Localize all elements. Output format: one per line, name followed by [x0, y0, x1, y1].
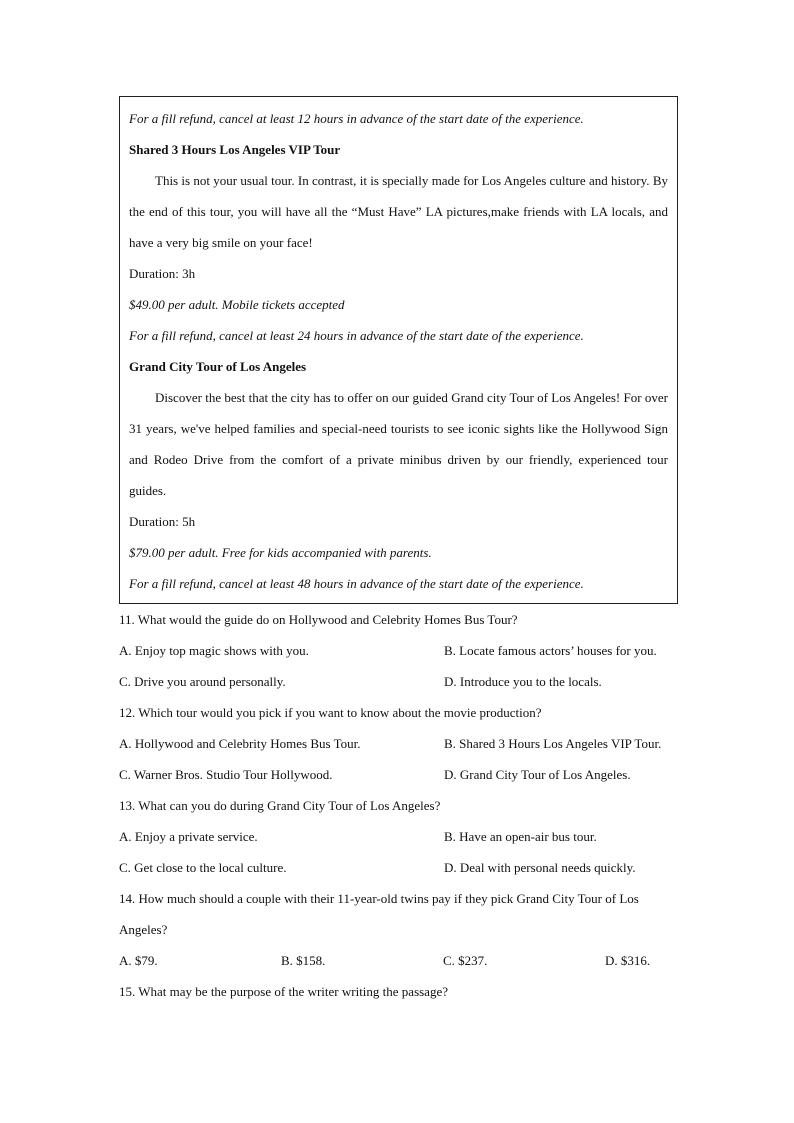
option-c: C. Get close to the local culture. — [119, 860, 287, 875]
option-d: D. Grand City Tour of Los Angeles. — [444, 767, 631, 782]
question-15 — [119, 976, 679, 1007]
grand-tour-duration: Duration: 5h — [129, 514, 196, 529]
option-b: B. $158. — [281, 953, 326, 968]
question-13 — [119, 790, 679, 883]
grand-tour-refund: For a fill refund, cancel at least 48 hours in advance of the start date of the experience. — [129, 576, 584, 591]
grand-tour-title: Grand City Tour of Los Angeles — [129, 359, 307, 374]
option-a: A. Enjoy top magic shows with you. — [119, 643, 309, 658]
option-d: D. $316. — [605, 953, 651, 968]
option-a: A. Hollywood and Celebrity Homes Bus Tour. — [119, 736, 361, 751]
question-stem: 12. Which tour would you pick if you want to know about the movie production? — [119, 705, 542, 720]
passage-box — [119, 96, 678, 604]
exam-page — [119, 96, 679, 1007]
option-row — [119, 821, 679, 852]
option-c: C. $237. — [443, 953, 488, 968]
vip-tour-title: Shared 3 Hours Los Angeles VIP Tour — [129, 142, 341, 157]
option-b: B. Locate famous actors’ houses for you. — [444, 643, 657, 658]
option-d: D. Introduce you to the locals. — [444, 674, 602, 689]
vip-tour-refund: For a fill refund, cancel at least 24 hours in advance of the start date of the experience. — [129, 328, 584, 343]
refund-policy-12h: For a fill refund, cancel at least 12 hours in advance of the start date of the experience. — [129, 111, 584, 126]
option-a: A. $79. — [119, 953, 158, 968]
question-12 — [119, 697, 679, 790]
question-stem: 11. What would the guide do on Hollywood and Celebrity Homes Bus Tour? — [119, 612, 518, 627]
option-row — [119, 945, 679, 976]
option-row — [119, 728, 679, 759]
option-c: C. Warner Bros. Studio Tour Hollywood. — [119, 767, 333, 782]
question-11 — [119, 604, 679, 697]
grand-tour-description: Discover the best that the city has to offer on our guided Grand city Tour of Los Angeles! For over 31 years, we've helped families and special-need tourists to see iconic sights like the Hollywood Sign and Rodeo Drive from the comfort of a private minibus driven by our friendly, experienced tour guides. — [129, 390, 668, 498]
option-b: B. Shared 3 Hours Los Angeles VIP Tour. — [444, 736, 662, 751]
question-stem: 14. How much should a couple with their 11-year-old twins pay if they pick Grand City Tour of Los Angeles? — [119, 891, 639, 937]
option-d: D. Deal with personal needs quickly. — [444, 860, 636, 875]
option-row — [119, 759, 679, 790]
option-a: A. Enjoy a private service. — [119, 829, 258, 844]
option-row — [119, 666, 679, 697]
option-b: B. Have an open-air bus tour. — [444, 829, 597, 844]
grand-tour-price: $79.00 per adult. Free for kids accompanied with parents. — [129, 545, 432, 560]
vip-tour-description: This is not your usual tour. In contrast, it is specially made for Los Angeles culture and history. By the end of this tour, you will have all the “Must Have” LA pictures,make friends with LA locals, and have a very big smile on your face! — [129, 173, 668, 250]
option-row — [119, 635, 679, 666]
option-c: C. Drive you around personally. — [119, 674, 286, 689]
vip-tour-price: $49.00 per adult. Mobile tickets accepted — [129, 297, 345, 312]
question-stem: 15. What may be the purpose of the writer writing the passage? — [119, 984, 448, 999]
question-stem: 13. What can you do during Grand City Tour of Los Angeles? — [119, 798, 441, 813]
option-row — [119, 852, 679, 883]
vip-tour-duration: Duration: 3h — [129, 266, 196, 281]
question-list — [119, 604, 679, 1007]
question-14 — [119, 883, 679, 976]
